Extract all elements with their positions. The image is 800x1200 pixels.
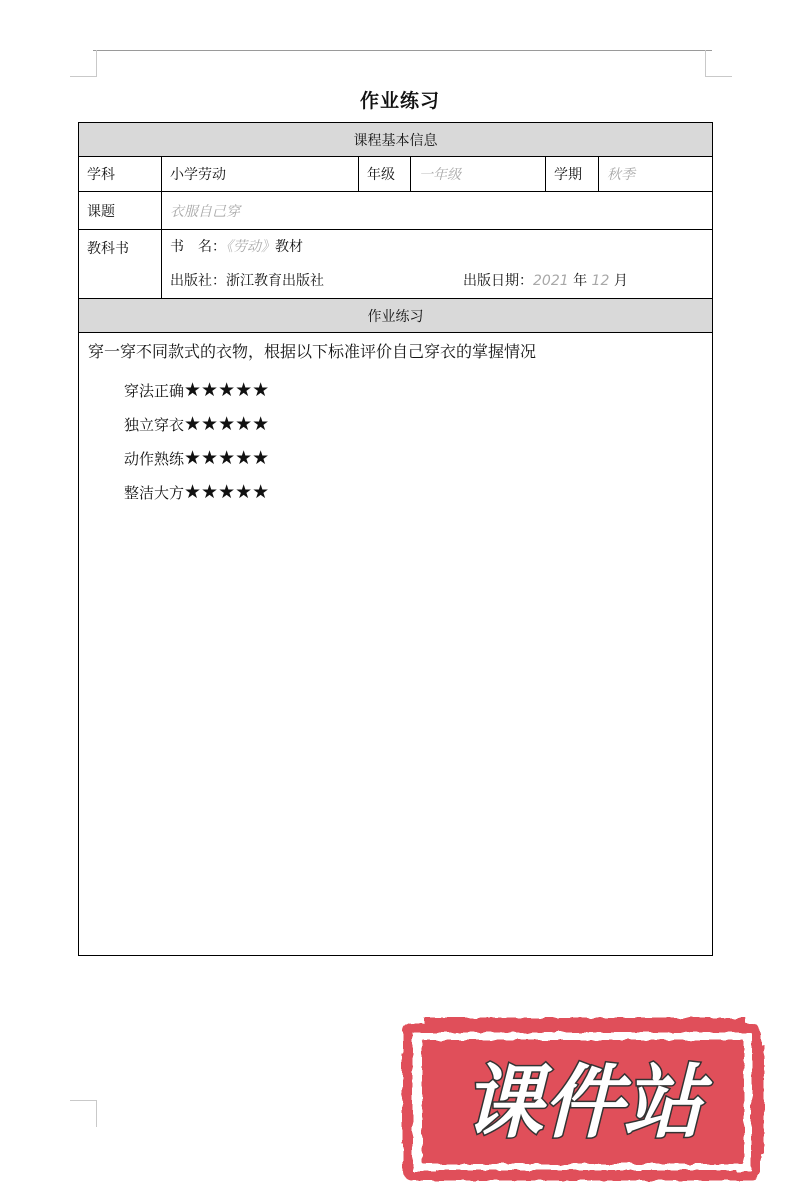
publisher-value: 浙江教育出版社 <box>226 273 324 289</box>
page-top-rule <box>93 50 712 51</box>
subject-label: 学科 <box>79 157 162 192</box>
textbook-details <box>162 230 713 299</box>
publisher-label: 出版社： <box>170 273 226 289</box>
page-corner-mark-top-left <box>70 50 97 77</box>
publisher-line <box>170 264 704 298</box>
textbook-row <box>79 230 713 299</box>
watermark-logo <box>400 1014 766 1184</box>
book-name-label: 书 名： <box>170 239 226 255</box>
exercise-header: 作业练习 <box>79 299 713 333</box>
criterion-label: 整洁大方 <box>124 484 185 502</box>
book-name-line <box>170 230 704 264</box>
book-name-suffix: 教材 <box>275 239 303 255</box>
exercise-header-row <box>79 299 713 333</box>
criterion-label: 独立穿衣 <box>124 416 185 434</box>
grade-value: 一年级 <box>411 157 546 192</box>
criterion-label: 动作熟练 <box>124 450 185 468</box>
subject-row <box>79 157 713 192</box>
exercise-instruction: 穿一穿不同款式的衣物，根据以下标准评价自己穿衣的掌握情况 <box>88 342 537 361</box>
topic-label: 课题 <box>79 192 162 230</box>
pub-month: 12 <box>591 273 610 289</box>
pub-date-label: 出版日期： <box>463 273 533 289</box>
month-unit: 月 <box>613 273 628 289</box>
exercise-body-row <box>79 333 713 956</box>
page-corner-mark-top-right <box>705 50 732 77</box>
course-info-header: 课程基本信息 <box>79 123 713 157</box>
course-info-header-row <box>79 123 713 157</box>
criterion-label: 穿法正确 <box>124 382 185 400</box>
year-unit: 年 <box>573 273 588 289</box>
grade-label: 年级 <box>359 157 411 192</box>
criterion-item <box>88 373 704 407</box>
criterion-item <box>88 407 704 441</box>
topic-value: 衣服自己穿 <box>162 192 713 230</box>
criterion-item <box>88 441 704 475</box>
page-corner-mark-bottom-left <box>70 1100 97 1127</box>
term-value: 秋季 <box>599 157 713 192</box>
book-name-value: 《劳动》 <box>226 239 275 255</box>
star-rating: ★★★★★ <box>184 379 270 401</box>
criterion-item <box>88 475 704 509</box>
star-rating: ★★★★★ <box>184 481 270 503</box>
subject-value: 小学劳动 <box>162 157 359 192</box>
publication-date <box>463 264 628 298</box>
course-info-table <box>78 122 713 956</box>
pub-year: 2021 <box>533 273 569 289</box>
term-label: 学期 <box>546 157 599 192</box>
textbook-label: 教科书 <box>79 230 162 299</box>
watermark-text: 课件站 <box>463 1056 703 1149</box>
star-rating: ★★★★★ <box>184 413 270 435</box>
topic-row <box>79 192 713 230</box>
star-rating: ★★★★★ <box>184 447 270 469</box>
document-title: 作业练习 <box>359 90 440 112</box>
exercise-body <box>79 333 713 956</box>
